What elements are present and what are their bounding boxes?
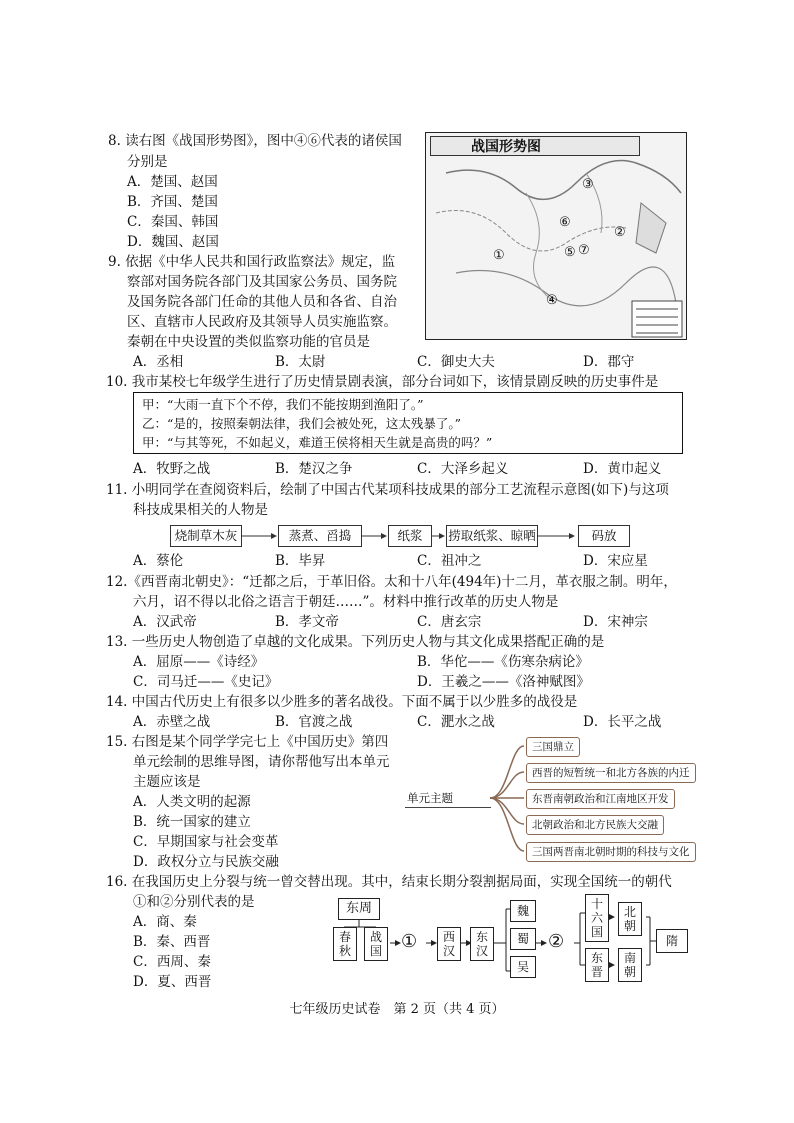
q14-option-a: A．赤壁之战 [133,714,211,730]
map-title: 战国形势图 [430,136,640,156]
q13-option-c: C．司马迁——《史记》 [133,674,279,690]
warring-states-map [425,132,687,340]
map-label-4: ④ [546,293,558,308]
q14-option-d: D．长平之战 [583,714,662,730]
mindmap-node-2: 西晋的短暂统一和北方各族的内迁 [526,763,696,783]
q9-option-c: C．御史大夫 [417,354,495,370]
q11-flow-step-3: 纸浆 [388,525,432,547]
dynasty-dongzhou: 东周 [338,898,380,920]
q10-stem: 10. 我市某校七年级学生进行了历史情景剧表演，部分台词如下，该情景剧反映的历史事件是 [106,374,659,390]
dynasty-nanchao: 南 朝 [618,948,642,982]
q11-line1: 11. 小明同学在查阅资料后，绘制了中国古代某项科技成果的部分工艺流程示意图(如下)与这项 [106,482,669,498]
q9-line4: 区、直辖市人民政府及其领导人员实施监察。 [127,314,397,330]
q12-option-a: A．汉武帝 [133,614,197,630]
q10-dialog-line2: 乙：“是的，按照秦朝法律，我们会被处死，这太残暴了。” [142,416,462,431]
q16-option-b: B．秦、西晋 [133,934,211,950]
map-graphic [426,133,687,340]
q9-option-b: B．太尉 [275,354,326,370]
q11-option-b: B．毕昇 [275,553,326,569]
q14-stem: 14. 中国古代历史上有很多以少胜多的著名战役。下面不属于以少胜多的战役是 [106,694,578,710]
q10-option-a: A．牧野之战 [133,461,211,477]
q11-flow-step-4: 捞取纸浆、晾晒 [446,525,538,547]
q13-option-b: B．华佗——《伤寒杂病论》 [417,654,589,670]
q16-option-d: D．夏、西晋 [133,974,212,990]
dynasty-sui: 隋 [656,929,688,953]
dynasty-blank-2: ② [548,931,565,952]
q15-option-b: B．统一国家的建立 [133,814,251,830]
q16-line2: ①和②分别代表的是 [133,894,255,910]
q14-option-c: C．淝水之战 [417,714,495,730]
q8-option-c: C．秦国、韩国 [127,214,219,230]
map-label-2: ② [614,225,626,240]
q11-flow-step-1: 烧制草木灰 [170,525,242,547]
q10-dialog-line1: 甲：“大雨一直下个不停，我们不能按期到渔阳了。” [142,397,424,412]
dynasty-dongjin: 东 晋 [585,948,609,982]
q15-line1: 15. 右图是某个同学学完七上《中国历史》第四 [106,734,389,750]
q10-option-c: C．大泽乡起义 [417,461,509,477]
mindmap-node-4: 北朝政治和北方民族大交融 [526,815,664,835]
mindmap-center: 单元主题 [405,790,491,808]
dynasty-wei: 魏 [510,900,536,922]
dynasty-zhanguo: 战 国 [364,927,388,961]
q9-line5: 秦朝在中央设置的类似监察功能的官员是 [127,334,370,350]
dynasty-shu: 蜀 [510,928,536,950]
q12-option-d: D．宋神宗 [583,614,648,630]
q11-option-a: A．蔡伦 [133,553,184,569]
q11-flow-step-5: 码放 [578,525,630,547]
q10-option-b: B．楚汉之争 [275,461,353,477]
q16-option-c: C．西周、秦 [133,954,211,970]
page-footer: 七年级历史试卷 第 2 页（共 4 页） [289,1002,505,1017]
q13-option-a: A．屈原——《诗经》 [133,654,265,670]
q10-dialog-line3: 甲：“与其等死，不如起义，难道王侯将相天生就是高贵的吗？” [142,435,493,450]
q15-option-c: C．早期国家与社会变革 [133,834,279,850]
q12-option-b: B．孝文帝 [275,614,339,630]
map-label-3: ③ [582,177,594,192]
dynasty-xihan: 西 汉 [437,927,461,961]
q11-option-d: D．宋应星 [583,553,648,569]
map-label-7: ⑦ [578,243,590,258]
q10-option-d: D．黄巾起义 [583,461,662,477]
q12-line1: 12.《西晋南北朝史》：“迁都之后，于革旧俗。太和十八年(494年)十二月，革衣服之制。明年， [106,574,677,590]
map-label-5: ⑤ [564,245,576,260]
q11-line2: 科技成果相关的人物是 [133,502,268,518]
q9-line2: 察部对国务院各部门及其国家公务员、国务院 [127,274,397,290]
q8-option-a: A．楚国、赵国 [127,174,218,190]
q8-option-b: B．齐国、楚国 [127,194,218,210]
mindmap-node-1: 三国鼎立 [526,737,580,757]
mindmap-node-3: 东晋南朝政治和江南地区开发 [526,789,675,809]
dynasty-beichao: 北 朝 [618,902,642,936]
q11-option-c: C．祖冲之 [417,553,482,569]
q13-stem: 13. 一些历史人物创造了卓越的文化成果。下列历史人物与其文化成果搭配正确的是 [106,634,605,650]
q12-option-c: C．唐玄宗 [417,614,482,630]
q15-option-d: D．政权分立与民族交融 [133,854,279,870]
q8-stem-line1: 8. 读右图《战国形势图》，图中④⑥代表的诸侯国 [108,133,402,149]
q10-dialog-box [133,392,683,454]
q16-line1: 16. 在我国历史上分裂与统一曾交替出现。其中，结束长期分裂割据局面，实现全国统一的朝代 [106,874,672,890]
q14-option-b: B．官渡之战 [275,714,353,730]
q9-option-a: A．丞相 [133,354,184,370]
q15-line2: 单元绘制的思维导图，请你帮他写出本单元 [133,754,390,770]
q13-option-d: D．王羲之——《洛神赋图》 [417,674,590,690]
mindmap-node-5: 三国两晋南北朝时期的科技与文化 [526,842,696,862]
dynasty-shiliuguo: 十 六 国 [585,894,609,942]
q9-line3: 及国务院各部门任命的其他人员和各省、自治 [127,294,397,310]
map-label-6: ⑥ [559,215,571,230]
dynasty-blank-1: ① [401,931,418,952]
q8-option-d: D．魏国、赵国 [127,234,219,250]
q15-line3: 主题应该是 [133,774,201,790]
dynasty-donghan: 东 汉 [470,927,494,961]
map-label-1: ① [493,248,505,263]
q9-option-d: D．郡守 [583,354,635,370]
q12-line2: 六月，诏不得以北俗之语言于朝廷……”。材料中推行改革的历史人物是 [133,594,559,610]
q11-flow-step-2: 蒸煮、舀捣 [278,525,362,547]
q15-option-a: A．人类文明的起源 [133,794,251,810]
q9-line1: 9. 依据《中华人民共和国行政监察法》规定，监 [108,254,396,270]
dynasty-wu: 吴 [510,956,536,978]
q8-stem-line2: 分别是 [127,154,168,170]
dynasty-chunqiu: 春 秋 [333,927,357,961]
q16-option-a: A．商、秦 [133,914,197,930]
